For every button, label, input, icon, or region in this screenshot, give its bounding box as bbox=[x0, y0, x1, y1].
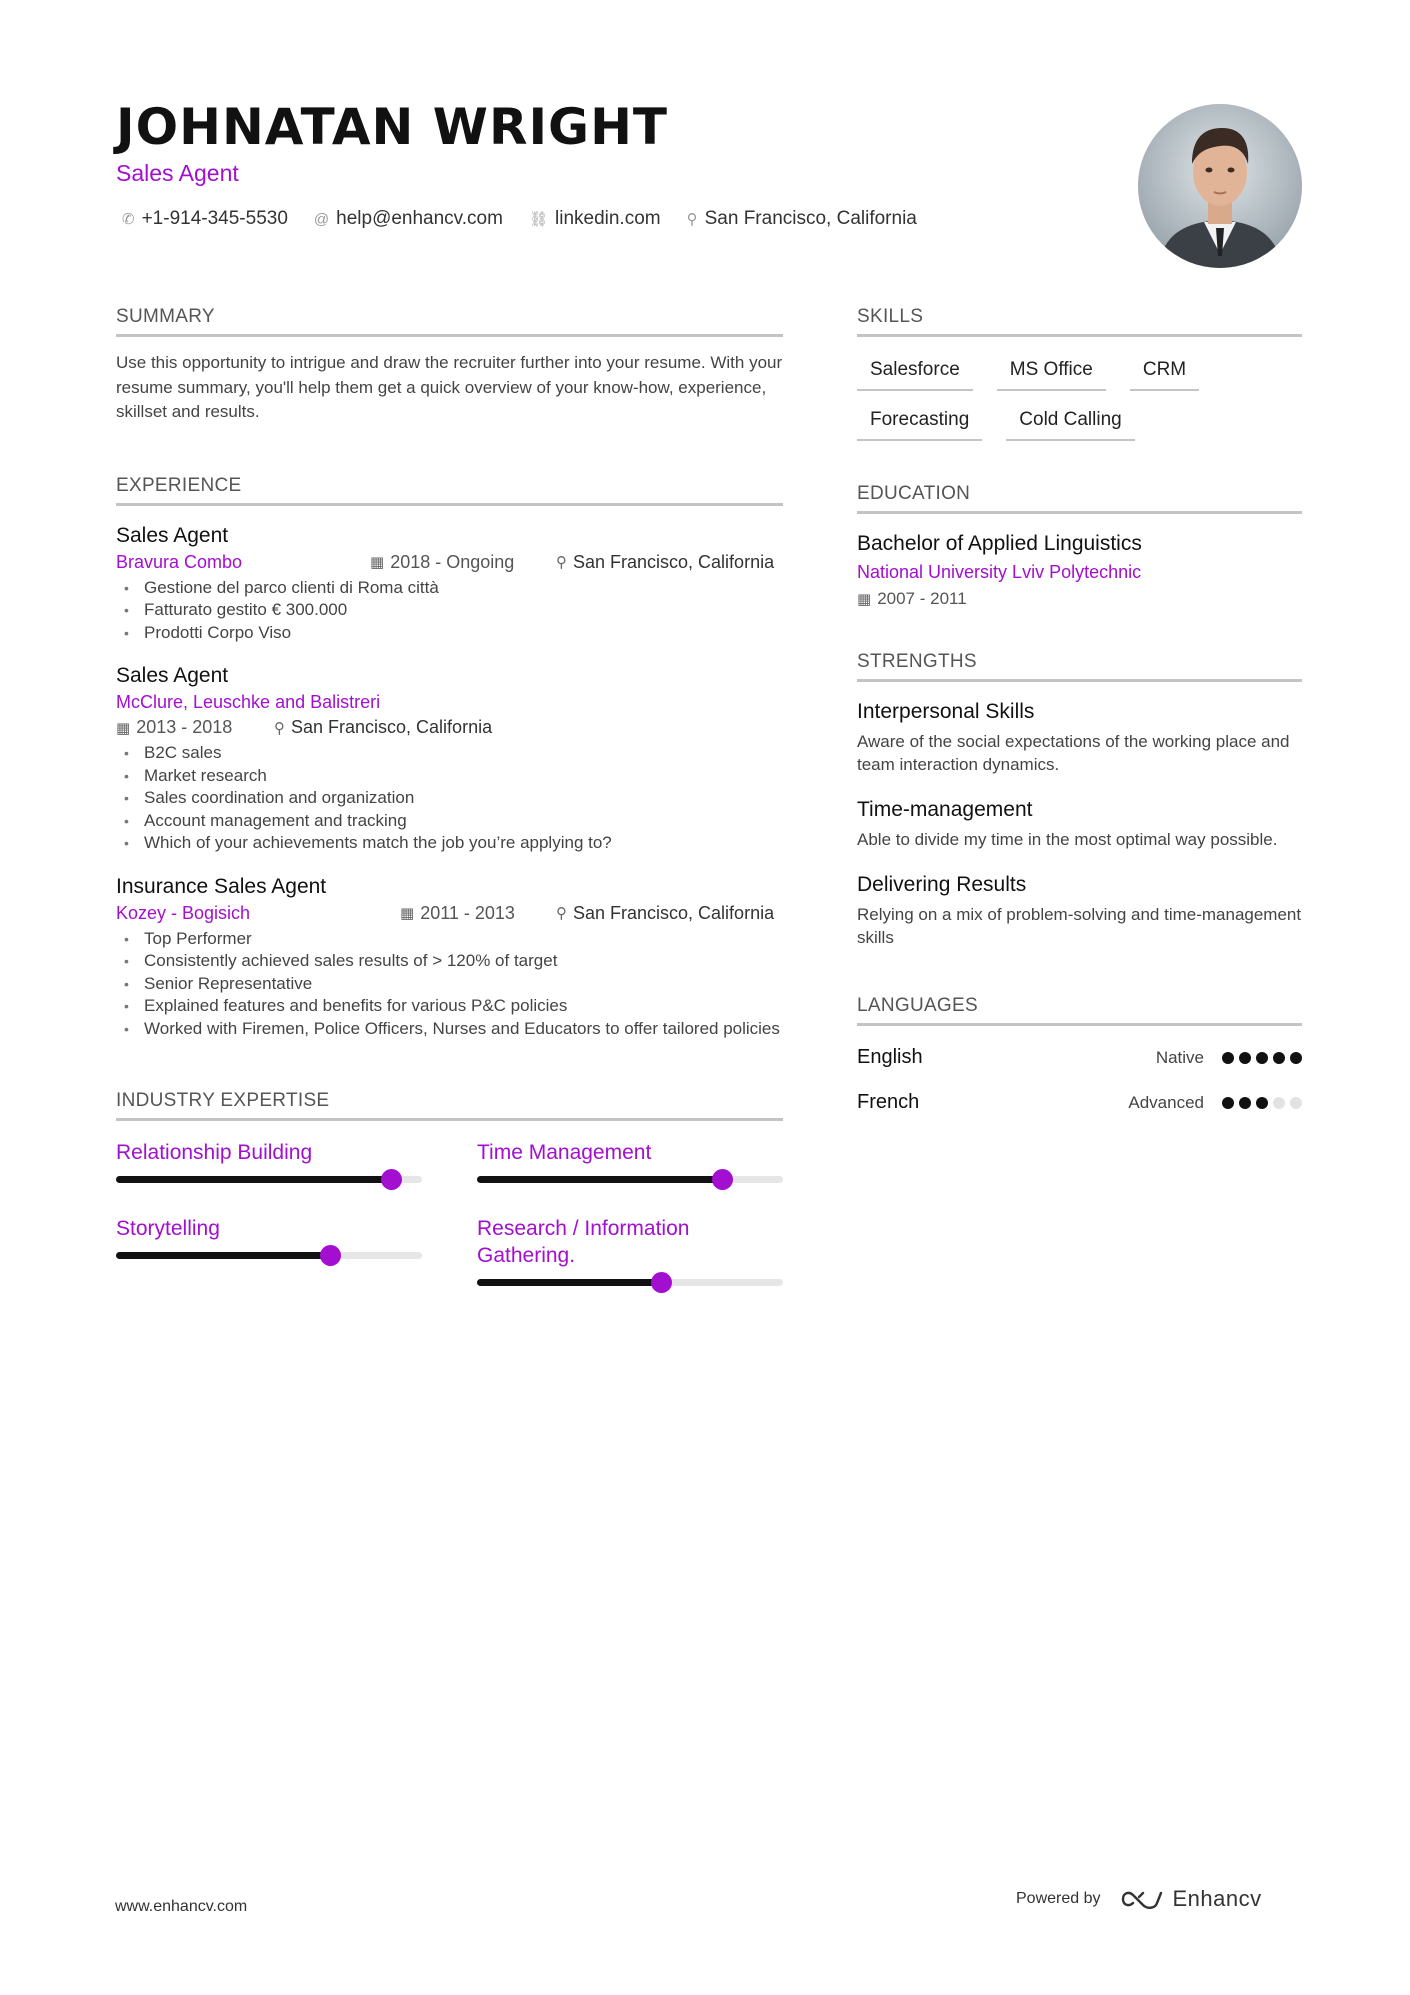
job-company: Kozey - Bogisich bbox=[116, 902, 251, 923]
contact-location bbox=[687, 208, 917, 230]
list-item: • Market research bbox=[116, 765, 783, 788]
level-dot-filled bbox=[1256, 1052, 1268, 1064]
expertise-bar-fill bbox=[116, 1252, 330, 1259]
enhancv-logo-icon bbox=[1119, 1887, 1165, 1911]
job-location bbox=[274, 717, 492, 738]
expertise-bar bbox=[116, 1176, 422, 1183]
expertise-grid bbox=[116, 1139, 783, 1286]
expertise-bar bbox=[477, 1176, 783, 1183]
education-heading: EDUCATION bbox=[857, 483, 1302, 514]
expertise-item bbox=[116, 1139, 422, 1183]
strengths-heading: STRENGTHS bbox=[857, 651, 1302, 682]
level-dot-empty bbox=[1290, 1097, 1302, 1109]
expertise-label: Research / Information Gathering. bbox=[477, 1217, 690, 1267]
strength-title: Time-management bbox=[857, 798, 1033, 821]
job-location bbox=[556, 552, 774, 573]
job-bullets bbox=[116, 577, 783, 645]
left-column bbox=[116, 306, 783, 1286]
contact-phone[interactable] bbox=[122, 208, 288, 230]
job-dates-text: 2018 - Ongoing bbox=[390, 551, 515, 572]
expertise-item bbox=[477, 1215, 783, 1286]
job-entry bbox=[116, 664, 783, 855]
contact-phone-text: +1-914-345-5530 bbox=[141, 208, 288, 229]
skill-tag: Forecasting bbox=[857, 409, 982, 441]
strength-item bbox=[857, 873, 1302, 949]
language-row bbox=[857, 1046, 1302, 1069]
expertise-bar-knob bbox=[712, 1169, 733, 1190]
language-level: Native bbox=[1155, 1047, 1204, 1067]
skill-tag: MS Office bbox=[997, 359, 1106, 391]
language-dots bbox=[1222, 1097, 1302, 1109]
language-row bbox=[857, 1091, 1302, 1114]
level-dot-filled bbox=[1239, 1052, 1251, 1064]
strength-desc: Aware of the social expectations of the working place and team interaction dynamics. bbox=[857, 732, 1290, 774]
job-title: Insurance Sales Agent bbox=[116, 874, 327, 898]
level-dot-filled bbox=[1290, 1052, 1302, 1064]
education-years bbox=[857, 589, 1302, 609]
level-dot-empty bbox=[1273, 1097, 1285, 1109]
expertise-bar-fill bbox=[477, 1279, 661, 1286]
strength-desc: Able to divide my time in the most optimal way possible. bbox=[857, 830, 1278, 849]
job-location-text: San Francisco, California bbox=[573, 902, 775, 923]
job-location-text: San Francisco, California bbox=[573, 551, 775, 572]
language-name: English bbox=[857, 1046, 923, 1068]
phone-icon: ✆ bbox=[122, 211, 135, 228]
summary-heading: SUMMARY bbox=[116, 306, 783, 337]
list-item: • Gestione del parco clienti di Roma città bbox=[116, 577, 783, 600]
job-entry bbox=[116, 875, 783, 1041]
language-level: Advanced bbox=[1128, 1092, 1204, 1112]
footer-branding bbox=[1016, 1886, 1262, 1912]
location-icon: ⚲ bbox=[686, 211, 698, 228]
language-level-group bbox=[1156, 1048, 1302, 1068]
powered-by-text: Powered by bbox=[1016, 1890, 1101, 1907]
list-item: • Account management and tracking bbox=[116, 810, 783, 833]
job-details bbox=[116, 903, 783, 924]
languages-heading: LANGUAGES bbox=[857, 995, 1302, 1026]
list-item: • Worked with Firemen, Police Officers, Nurses and Educators to offer tailored policies bbox=[116, 1018, 783, 1041]
skills-list bbox=[857, 359, 1302, 441]
contact-location-text: San Francisco, California bbox=[704, 208, 917, 229]
location-icon: ⚲ bbox=[556, 554, 567, 571]
education-school: National University Lviv Polytechnic bbox=[857, 562, 1142, 582]
list-item: • Consistently achieved sales results of > 120% of target bbox=[116, 950, 783, 973]
level-dot-filled bbox=[1256, 1097, 1268, 1109]
right-column bbox=[857, 306, 1302, 1136]
level-dot-filled bbox=[1239, 1097, 1251, 1109]
email-icon: @ bbox=[313, 210, 330, 228]
location-icon: ⚲ bbox=[274, 719, 285, 737]
list-item: • Senior Representative bbox=[116, 973, 783, 996]
expertise-label: Storytelling bbox=[116, 1217, 220, 1240]
education-years-text: 2007 - 2011 bbox=[877, 589, 967, 608]
job-bullets bbox=[116, 928, 783, 1041]
job-location-text: San Francisco, California bbox=[291, 717, 493, 737]
contact-email[interactable] bbox=[314, 208, 503, 230]
location-icon: ⚲ bbox=[556, 905, 567, 922]
expertise-label: Relationship Building bbox=[116, 1141, 313, 1164]
expertise-heading: INDUSTRY EXPERTISE bbox=[116, 1090, 783, 1121]
expertise-bar-fill bbox=[116, 1176, 391, 1183]
job-dates-text: 2011 - 2013 bbox=[420, 902, 515, 923]
skill-tag: CRM bbox=[1130, 359, 1199, 391]
language-level-group bbox=[1128, 1093, 1302, 1113]
language-dots bbox=[1222, 1052, 1302, 1064]
job-location bbox=[556, 903, 774, 924]
expertise-item bbox=[116, 1215, 422, 1286]
contact-email-text: help@enhancv.com bbox=[336, 208, 503, 229]
list-item: • Top Performer bbox=[116, 928, 783, 951]
list-item: • Fatturato gestito € 300.000 bbox=[116, 599, 783, 622]
expertise-bar-knob bbox=[381, 1169, 402, 1190]
strength-item bbox=[857, 700, 1302, 776]
calendar-icon: ▦ bbox=[857, 591, 872, 608]
job-dates-text: 2013 - 2018 bbox=[136, 717, 233, 737]
brand-name: Enhancv bbox=[1172, 1886, 1262, 1911]
level-dot-filled bbox=[1222, 1052, 1234, 1064]
expertise-bar bbox=[477, 1279, 783, 1286]
job-title: Sales Agent bbox=[116, 664, 229, 687]
job-details-meta bbox=[116, 717, 783, 738]
expertise-bar-knob bbox=[320, 1245, 341, 1266]
summary-text: Use this opportunity to intrigue and draw the recruiter further into your resume. With your resume summary, you'll help them get a quick overview of your know-how, experience, skillset and results. bbox=[116, 353, 783, 421]
strength-item bbox=[857, 798, 1302, 851]
candidate-role: Sales Agent bbox=[116, 160, 239, 186]
job-title: Sales Agent bbox=[116, 523, 229, 547]
brand-logo[interactable] bbox=[1119, 1886, 1262, 1912]
expertise-bar bbox=[116, 1252, 422, 1259]
job-details bbox=[116, 692, 783, 713]
strength-desc: Relying on a mix of problem-solving and time-management skills bbox=[857, 905, 1302, 947]
list-item: • Prodotti Corpo Viso bbox=[116, 622, 783, 645]
job-company: McClure, Leuschke and Balistreri bbox=[116, 692, 381, 712]
list-item: • Explained features and benefits for various P&C policies bbox=[116, 995, 783, 1018]
list-item: • B2C sales bbox=[116, 742, 783, 765]
contact-linkedin[interactable] bbox=[529, 208, 661, 230]
footer-website[interactable]: www.enhancv.com bbox=[115, 1898, 248, 1915]
strength-title: Delivering Results bbox=[857, 873, 1027, 896]
education-degree: Bachelor of Applied Linguistics bbox=[857, 532, 1142, 555]
level-dot-filled bbox=[1273, 1052, 1285, 1064]
job-dates bbox=[370, 552, 556, 573]
job-dates bbox=[400, 903, 556, 924]
list-item: • Sales coordination and organization bbox=[116, 787, 783, 810]
avatar-portrait-icon bbox=[1138, 104, 1302, 268]
job-company: Bravura Combo bbox=[116, 551, 243, 572]
job-bullets bbox=[116, 742, 783, 855]
experience-heading: EXPERIENCE bbox=[116, 475, 783, 506]
skill-tag: Cold Calling bbox=[1006, 409, 1134, 441]
job-entry bbox=[116, 524, 783, 645]
calendar-icon: ▦ bbox=[370, 554, 385, 571]
candidate-name: JOHNATAN WRIGHT bbox=[116, 98, 669, 156]
skills-heading: SKILLS bbox=[857, 306, 1302, 337]
contact-linkedin-text: linkedin.com bbox=[555, 208, 661, 229]
expertise-bar-knob bbox=[651, 1272, 672, 1293]
link-icon: ⛓ bbox=[528, 211, 548, 228]
calendar-icon: ▦ bbox=[116, 719, 131, 737]
job-details bbox=[116, 552, 783, 573]
strength-title: Interpersonal Skills bbox=[857, 700, 1035, 723]
level-dot-filled bbox=[1222, 1097, 1234, 1109]
expertise-item bbox=[477, 1139, 783, 1183]
job-dates bbox=[116, 717, 274, 738]
expertise-bar-fill bbox=[477, 1176, 722, 1183]
list-item: • Which of your achievements match the job you’re applying to? bbox=[116, 832, 783, 855]
expertise-label: Time Management bbox=[477, 1141, 652, 1164]
calendar-icon: ▦ bbox=[400, 905, 415, 922]
avatar bbox=[1138, 104, 1302, 268]
skill-tag: Salesforce bbox=[857, 359, 973, 391]
language-name: French bbox=[857, 1091, 920, 1113]
contact-bar bbox=[122, 208, 917, 230]
